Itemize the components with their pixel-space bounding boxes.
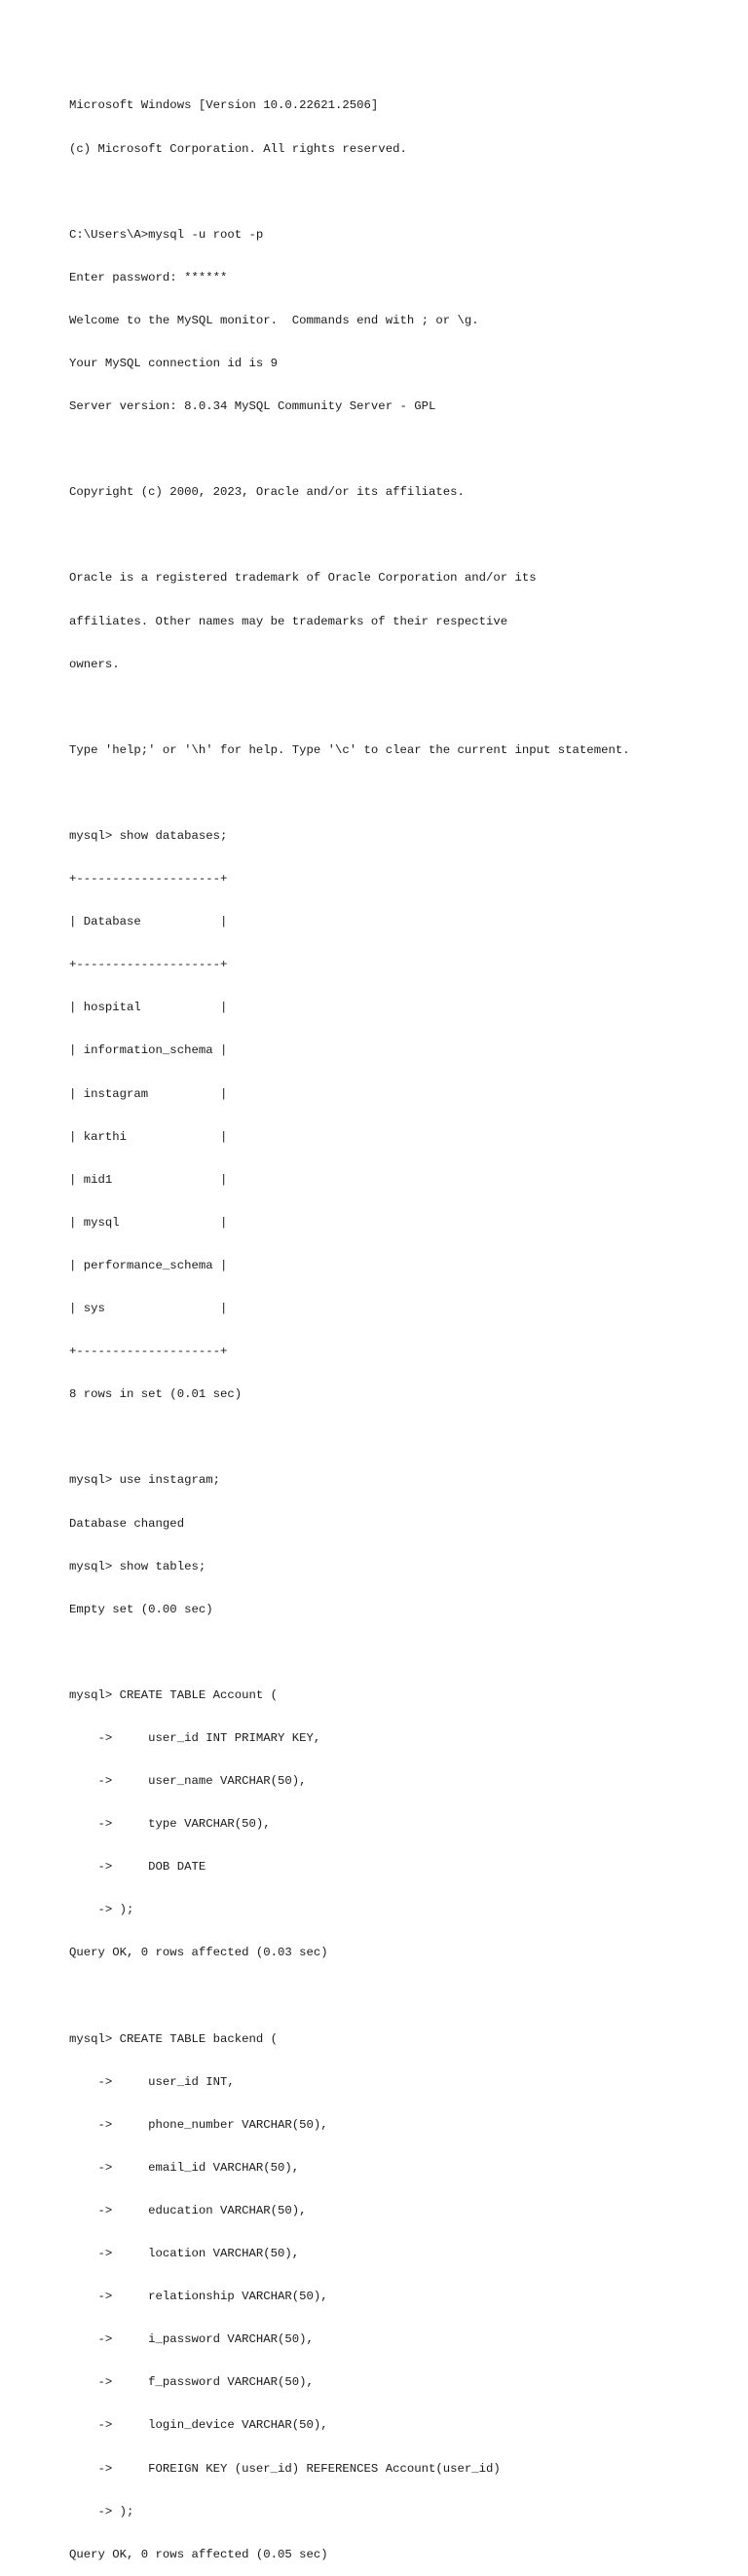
console-line — [69, 1989, 731, 2004]
console-line: -> ); — [69, 2504, 134, 2519]
console-line: | karthi | — [69, 1129, 228, 1144]
console-line: -> f_password VARCHAR(50), — [69, 2375, 314, 2390]
console-line: Your MySQL connection id is 9 — [69, 356, 279, 370]
console-line: Type 'help;' or '\h' for help. Type '\c' to clear the current input statement. — [69, 742, 630, 757]
console-line: Database changed — [69, 1516, 185, 1531]
console-line: -> ); — [69, 1903, 134, 1917]
console-line: Query OK, 0 rows affected (0.05 sec) — [69, 2547, 328, 2561]
console-line: -> type VARCHAR(50), — [69, 1817, 271, 1832]
console-line: Enter password: ****** — [69, 270, 228, 284]
console-line: mysql> CREATE TABLE backend ( — [69, 2031, 279, 2046]
console-line: (c) Microsoft Corporation. All rights reserved. — [69, 141, 407, 156]
console-line: owners. — [69, 657, 120, 671]
console-line: -> location VARCHAR(50), — [69, 2247, 300, 2261]
console-line: -> email_id VARCHAR(50), — [69, 2160, 300, 2175]
console-line — [69, 442, 731, 457]
console-line — [69, 786, 731, 801]
console-line — [69, 701, 731, 715]
console-line: Empty set (0.00 sec) — [69, 1602, 213, 1616]
console-line — [69, 1430, 731, 1445]
console-line: Query OK, 0 rows affected (0.03 sec) — [69, 1946, 328, 1960]
console-line: Server version: 8.0.34 MySQL Community Server - GPL — [69, 399, 436, 414]
console-line: +--------------------+ — [69, 958, 228, 972]
console-line: mysql> show tables; — [69, 1559, 206, 1573]
console-line: -> DOB DATE — [69, 1860, 206, 1875]
console-line: mysql> use instagram; — [69, 1473, 220, 1488]
console-line: | sys | — [69, 1302, 228, 1316]
console-line: +--------------------+ — [69, 872, 228, 887]
console-line: | mid1 | — [69, 1172, 228, 1187]
console-line: Welcome to the MySQL monitor. Commands end with ; or \g. — [69, 313, 479, 327]
console-line — [69, 1646, 731, 1660]
console-line: | instagram | — [69, 1086, 228, 1101]
console-line: -> relationship VARCHAR(50), — [69, 2290, 328, 2304]
console-line: -> user_id INT PRIMARY KEY, — [69, 1730, 321, 1745]
console-line: Copyright (c) 2000, 2023, Oracle and/or its affiliates. — [69, 485, 465, 500]
console-line: C:\Users\A>mysql -u root -p — [69, 227, 264, 242]
console-output — [69, 70, 731, 2576]
console-line: -> phone_number VARCHAR(50), — [69, 2117, 328, 2132]
console-line: | Database | — [69, 915, 228, 929]
console-line: | information_schema | — [69, 1043, 228, 1058]
console-line: | mysql | — [69, 1215, 228, 1230]
console-line — [69, 185, 731, 200]
console-line: | hospital | — [69, 1001, 228, 1015]
console-line: -> user_id INT, — [69, 2074, 235, 2089]
console-line: 8 rows in set (0.01 sec) — [69, 1387, 243, 1402]
console-line: -> i_password VARCHAR(50), — [69, 2332, 314, 2347]
console-line: mysql> show databases; — [69, 829, 228, 843]
console-line: Microsoft Windows [Version 10.0.22621.2506] — [69, 98, 379, 113]
console-line: Oracle is a registered trademark of Oracle Corporation and/or its — [69, 571, 537, 586]
console-line: -> user_name VARCHAR(50), — [69, 1774, 307, 1789]
console-line: -> FOREIGN KEY (user_id) REFERENCES Account(user_id) — [69, 2461, 501, 2476]
console-line: -> login_device VARCHAR(50), — [69, 2418, 328, 2433]
console-line — [69, 528, 731, 543]
console-line: | performance_schema | — [69, 1258, 228, 1272]
console-line: affiliates. Other names may be trademarks of their respective — [69, 614, 508, 628]
console-line: -> education VARCHAR(50), — [69, 2204, 307, 2217]
console-line: +--------------------+ — [69, 1345, 228, 1359]
console-line: mysql> CREATE TABLE Account ( — [69, 1687, 279, 1702]
